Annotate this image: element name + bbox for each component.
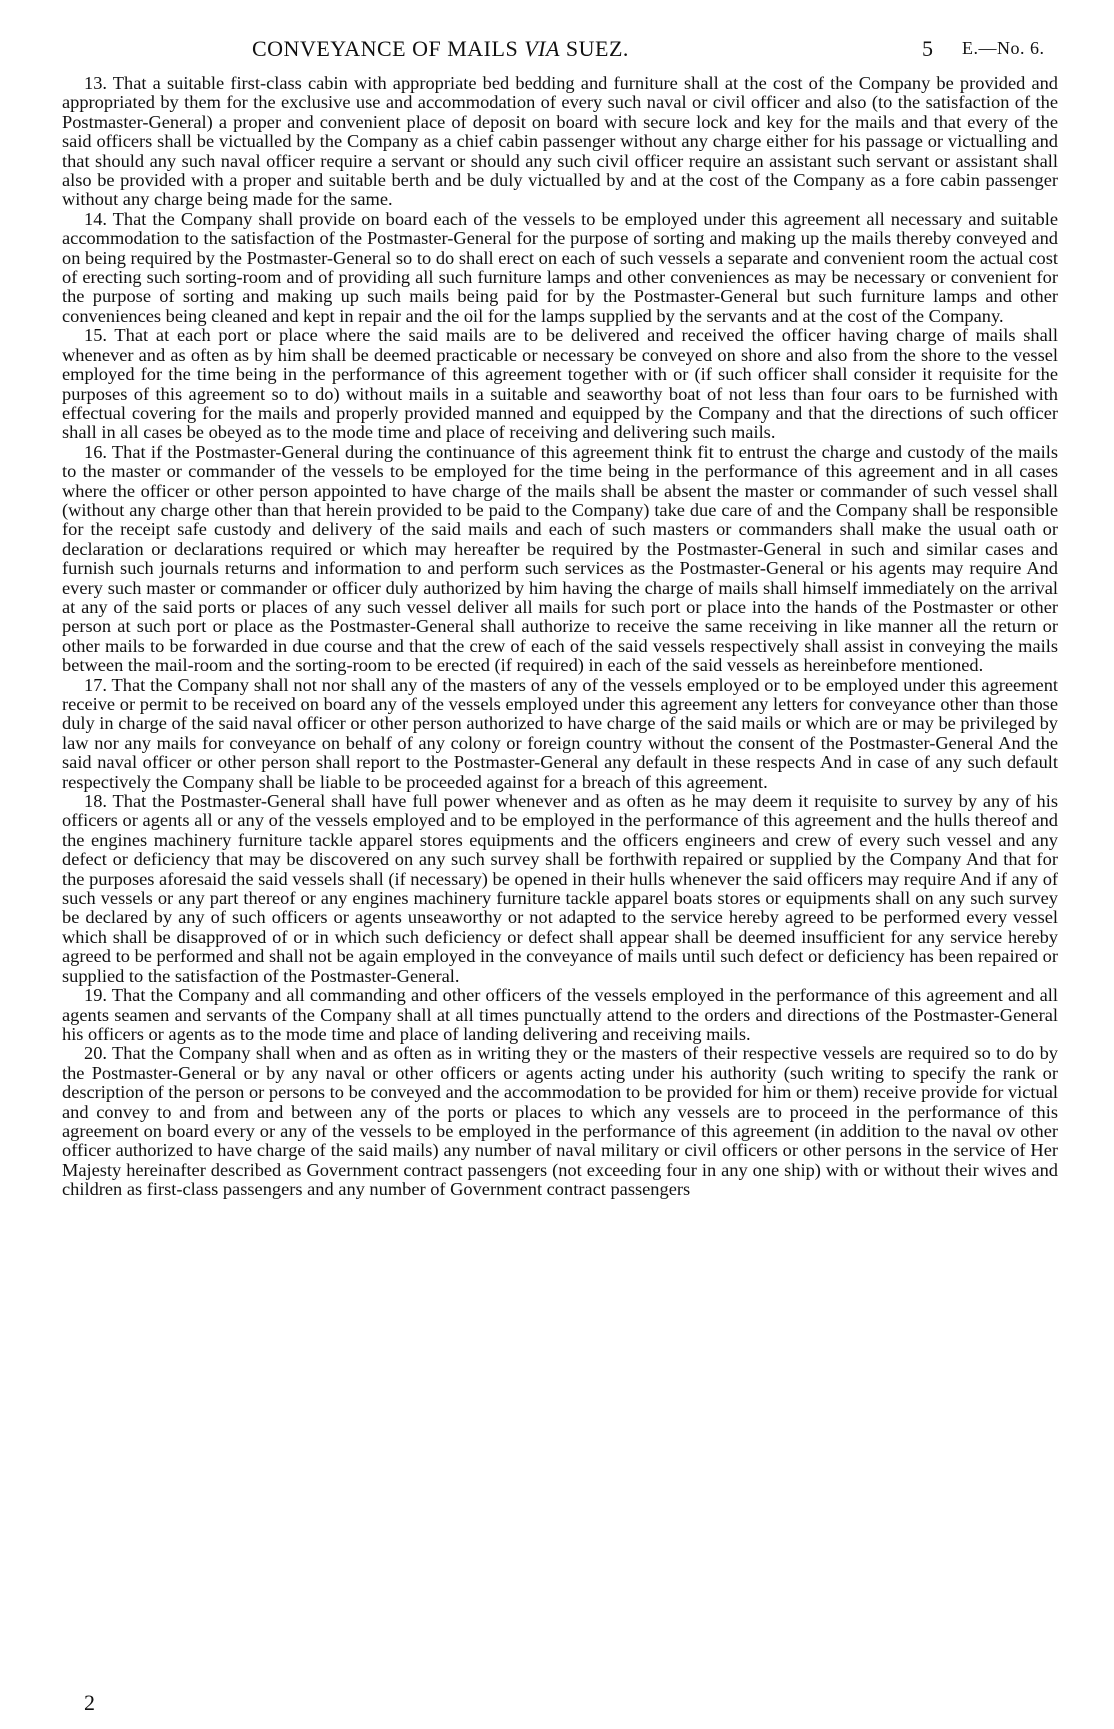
clause-20: 20. That the Company shall when and as often as in writing they or the masters of their respective vessels are required so to do by the Postmaster-General or by any naval or other officers or agents acting under his authority (such writing to specify the rank or description of the person or persons to be conveyed and the accommodation to be provided for him or them) receive provide for victual and convey to and from and between any of the ports or places to which any vessels are to proceed in the performance of this agreement on board every or any of the vessels to be employed in the performance of this agreement (in addition to the naval ov other officer authorized to have charge of the said mails) any number of naval military or civil officers or other persons in the service of Her Majesty hereinafter described as Government contract passengers (not exceeding four in any one ship) with or without their wives and children as first-class passengers and any number of Government contract passengers [62,1043,1058,1200]
clause-18: 18. That the Postmaster-General shall have full power whenever and as often as he may deem it requisite to survey by any of his officers or agents all or any of the vessels employed and to be employed in the performance of this agreement and the hulls thereof and the engines machinery furniture tackle apparel stores equipments and the officers engineers and crew of every such vessel and any defect or deficiency that may be discovered on any such survey shall be forthwith repaired or supplied by the Company And that for the purposes aforesaid the said vessels shall (if necessary) be opened in their hulls whenever the said officers may require And if any of such vessels or any part thereof or any engines machinery furniture tackle apparel boats stores or equipments shall on any such survey be declared by any of such officers or agents unseaworthy or not adapted to the service hereby agreed to be performed every vessel which shall be disapproved of or in which such deficiency or defect shall appear shall be deemed insufficient for any service hereby agreed to be performed and shall not be again employed in the conveyance of mails until such defect or deficiency has been repaired or supplied to the satisfaction of the Postmaster-General. [62,791,1059,986]
clause-17: 17. That the Company shall not nor shall any of the masters of any of the vessels employed or to be employed under this agreement receive or permit to be received on board any of the vessels employed under this agreement any letters for conveyance other than those duly in charge of the said naval officer or other person authorized to have charge of the said mails or which are or may be privileged by law nor any mails for conveyance on behalf of any colony or foreign country without the consent of the Postmaster-General And the said naval officer or other person shall report to the Postmaster-General any default in these respects And in case of any such default respectively the Company shall be liable to be proceeded against for a breach of this agreement. [62,674,1058,792]
clause-16: 16. That if the Postmaster-General during the continuance of this agreement think fit to entrust the charge and custody of the mails to the master or commander of the vessels to be employed for the time being in the performance of this agreement and in all cases where the officer or other person appointed to have charge of the mails shall be absent the master or commander of such vessel shall (without any charge other than that herein provided to be paid to the Company) take due care of and the Company shall be responsible for the receipt safe custody and delivery of the said mails and each of such masters or commanders shall make the usual oath or declaration or declarations required or which may hereafter be required by the Postmaster-General in such and similar cases and furnish such journals returns and information to and perform such services as the Postmaster-General or his agents may require And every such master or commander or officer duly authorized by him having the charge of mails shall himself immediately on the arrival at any of the said ports or places of any such vessel deliver all mails for such port or place into the hands of the Postmaster or other person at such port or place as the Postmaster-General shall authorize to receive the same receiving in like manner all the return or other mails to be forwarded in due course and that the crew of each of the said vessels respectively shall assist in conveying the mails between the mail-room and the sorting-room to be erected (if required) in each of the said vessels as hereinbefore mentioned. [62,441,1058,676]
document-body [62,74,1058,1200]
page-number: 5 [922,36,934,61]
clause-13: 13. That a suitable first-class cabin with appropriate bed bedding and furniture shall at the cost of the Company be provided and appropriated by them for the exclusive use and accommodation of every such naval or civil officer and also (to the satisfaction of the Postmaster-General) a proper and convenient place of deposit on board with secure lock and key for the mails and that every of the said officers shall be victualled by the Company as a chief cabin passenger without any charge either for his passage or victualling and that should any such naval officer require a servant or should any such civil officer require an assistant such servant or assistant shall also be provided with a proper and suitable berth and be duly victualled by and at the cost of the Company as a fore cabin passenger without any charge being made for the same. [62,73,1058,210]
page-header [62,28,1058,62]
clause-14: 14. That the Company shall provide on board each of the vessels to be employed under this agreement all necessary and suitable accommodation to the satisfaction of the Postmaster-General for the purpose of sorting and making up the mails thereby conveyed and on being required by the Postmaster-General so to do shall erect on each of such vessels a separate and convenient room the actual cost of erecting such sorting-room and of providing all such furniture lamps and other conveniences as may be necessary or convenient for the purpose of sorting and making up such mails being paid for by the Postmaster-General but such furniture lamps and other conveniences being cleaned and kept in repair and the oil for the lamps supplied by the servants and at the cost of the Company. [62,208,1058,326]
clause-15: 15. That at each port or place where the said mails are to be delivered and received the officer having charge of mails shall whenever and as often as by him shall be deemed practicable or necessary be conveyed on shore and also from the shore to the vessel employed for the time being in the performance of this agreement together with or (if such officer shall consider it requisite for the purposes of this agreement so to do) without mails in a suitable and seaworthy boat of not less than four oars to be furnished with effectual covering for the mails and properly provided manned and equipped by the Company and that the directions of such officer shall in all cases be obeyed as to the mode time and place of receiving and delivering such mails. [62,325,1058,443]
signature-mark: 2 [84,1690,95,1715]
title-italic: VIA [524,36,560,61]
document-page [62,28,1058,1200]
document-reference: E.—No. 6. [962,38,1045,58]
running-title: CONVEYANCE OF MAILS VIA SUEZ. [252,36,629,61]
clause-19: 19. That the Company and all commanding and other officers of the vessels employed in the performance of this agreement and all agents seamen and servants of the Company shall at all times punctually attend to the orders and directions of the Postmaster-General his officers or agents as to the mode time and place of landing delivering and receiving mails. [62,985,1058,1044]
